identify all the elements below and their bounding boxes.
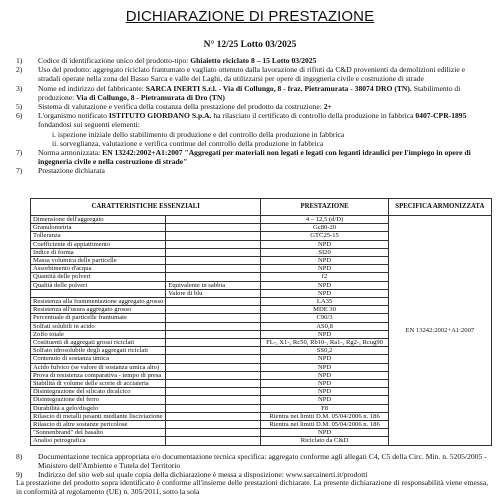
performance-cell: NPD bbox=[261, 355, 388, 363]
characteristic-cell: Tolleranza bbox=[31, 232, 166, 240]
sub-characteristic-cell bbox=[166, 298, 261, 306]
list-item bbox=[16, 111, 488, 148]
sub-characteristic-cell bbox=[166, 248, 261, 256]
performance-cell: NPD bbox=[261, 429, 388, 437]
sub-characteristic-cell bbox=[166, 363, 261, 371]
sub-characteristic-cell bbox=[166, 339, 261, 347]
item-text bbox=[38, 56, 488, 65]
characteristic-cell: Coefficiente di appiattimento bbox=[31, 240, 166, 248]
performance-cell: MDE 30 bbox=[261, 306, 388, 314]
sub-characteristic-cell bbox=[166, 240, 261, 248]
column-header-characteristics: CARATTERISTICHE ESSENZIALI bbox=[31, 199, 261, 216]
characteristic-cell: Resistenza all'usura aggregato grosso bbox=[31, 306, 166, 314]
sub-item: i. ispezione iniziale dello stabilimento di produzione e del controllo della produzione in fabbrica bbox=[52, 129, 345, 139]
performance-cell: 4 – 12,5 (d/D) bbox=[261, 216, 388, 224]
item-text-bold: 2+ bbox=[323, 102, 332, 112]
performance-cell: LA35 bbox=[261, 298, 388, 306]
item-text bbox=[38, 102, 488, 111]
sub-characteristic-cell bbox=[166, 412, 261, 420]
sub-characteristic-cell bbox=[166, 388, 261, 396]
table-row bbox=[31, 216, 492, 224]
sub-characteristic-cell bbox=[166, 371, 261, 379]
sub-characteristic-cell bbox=[166, 437, 261, 445]
item-number: 8) bbox=[16, 452, 23, 461]
item-text-bold: Via di Collungo, 8 - Pietramurata di Dro (TN) bbox=[76, 92, 225, 102]
characteristic-cell: Durabilità a gelo/disgelo bbox=[31, 404, 166, 412]
performance-cell: NPD bbox=[261, 371, 388, 379]
characteristic-cell: Indice di forma bbox=[31, 248, 166, 256]
characteristic-cell: Rilascio di altre sostanze pericolose bbox=[31, 421, 166, 429]
characteristic-cell: Contenuto di sostanza umica bbox=[31, 355, 166, 363]
item-text-part: Codice di identificazione unico del prodotto-tipo: bbox=[38, 56, 191, 65]
sub-characteristic-cell bbox=[166, 232, 261, 240]
characteristic-cell: Costituenti di aggregati grossi riciclati bbox=[31, 339, 166, 347]
declaration-items bbox=[16, 56, 488, 176]
item-text-bold: SARCA INERTI S.r.l. - Via di Collungo, 8 - fraz. Pietramurata - 38074 DRO (TN). bbox=[145, 83, 412, 93]
item-number: 3) bbox=[16, 83, 23, 93]
performance-cell: SS0,2 bbox=[261, 347, 388, 355]
item-text-bold: 0407-CPR-1895 bbox=[415, 111, 467, 121]
footer-items bbox=[16, 452, 488, 480]
performance-cell: NPD bbox=[261, 265, 388, 273]
characteristic-cell: Granulometria bbox=[31, 224, 166, 232]
sub-characteristic-cell bbox=[166, 380, 261, 388]
item-text bbox=[38, 111, 488, 148]
performance-cell: Riciclato da C&D bbox=[261, 437, 388, 445]
item-text bbox=[38, 84, 488, 102]
characteristic-cell: Disintegrazione del silicato dicalcico bbox=[31, 388, 166, 396]
performance-cell: Gc80-20 bbox=[261, 224, 388, 232]
declaration-number: N° 12/25 Lotto 03/2025 bbox=[203, 40, 297, 50]
characteristic-cell bbox=[31, 289, 166, 297]
item-text-bold: EN 13242:2002+A1:2007 "Aggregati per materiali non legati e legati con leganti idraulici per l'impiego in opere di ingegneria civile e nella costruzione di strade" bbox=[38, 148, 471, 167]
list-item bbox=[16, 148, 488, 166]
list-item bbox=[16, 65, 488, 83]
characteristic-cell: Solfati solubili in acido bbox=[31, 322, 166, 330]
characteristic-cell: Resistenza alla frammentazione aggregato grosso bbox=[31, 298, 166, 306]
item-number: 6) bbox=[16, 111, 23, 121]
characteristic-cell: Quantità delle polveri bbox=[31, 273, 166, 281]
spec-cell: EN 13242:2002+A1:2007 bbox=[388, 216, 491, 446]
performance-cell: NPD bbox=[261, 380, 388, 388]
sub-characteristic-cell bbox=[166, 355, 261, 363]
sub-characteristic-cell: Valore di blu bbox=[166, 289, 261, 297]
item-number: 5) bbox=[16, 102, 23, 112]
table-body bbox=[31, 216, 492, 446]
sub-characteristic-cell bbox=[166, 265, 261, 273]
characteristic-cell: Assorbimento d'acqua bbox=[31, 265, 166, 273]
sub-characteristic-cell: Equivalente in sabbia bbox=[166, 281, 261, 289]
sub-characteristic-cell bbox=[166, 347, 261, 355]
performance-cell: FL-, X1-, Rc50, Rb10-, Ra1-, Rg2-, Rcug90 bbox=[261, 339, 388, 347]
list-item bbox=[16, 84, 488, 102]
characteristic-cell: Percentuale di particelle frantumate bbox=[31, 314, 166, 322]
list-item bbox=[16, 56, 488, 65]
performance-cell: NPD bbox=[261, 289, 388, 297]
item-number: 1) bbox=[16, 56, 23, 65]
performance-cell: NPD bbox=[261, 257, 388, 265]
characteristic-cell: Dimensione dell'aggregato bbox=[31, 216, 166, 224]
item-text-part: Stabilimento di produzione: bbox=[38, 83, 461, 102]
performance-cell: SI20 bbox=[261, 248, 388, 256]
performance-cell: NPD bbox=[261, 330, 388, 338]
item-text: Uso del prodotto: aggregato riciclato frantumato e vagliato ottenuto dalla lavorazione di rifiuti da C&D provenienti da demolizioni edilizie e stradali operate nella zona del Basso Sarca e valle dei Laghi, da utilizzarsi per opere di ingegneria civile e costruzione di strade bbox=[38, 65, 466, 84]
characteristic-cell: Acido fulvico (se valore di sostanza umica alto) bbox=[31, 363, 166, 371]
characteristic-cell: Qualità delle polveri bbox=[31, 281, 166, 289]
characteristic-cell: Analisi petrografica bbox=[31, 437, 166, 445]
performance-table bbox=[30, 198, 492, 446]
item-text bbox=[38, 148, 488, 166]
performance-cell: AS0,8 bbox=[261, 322, 388, 330]
item-number: 7) bbox=[16, 148, 23, 158]
sub-characteristic-cell bbox=[166, 396, 261, 404]
sub-characteristic-cell bbox=[166, 257, 261, 265]
characteristic-cell: Prova di resistenza comparativa - tempo di presa bbox=[31, 371, 166, 379]
characteristic-cell: Stabilità di volume delle scorie di acciaieria bbox=[31, 380, 166, 388]
performance-cell: NPD bbox=[261, 388, 388, 396]
column-header-performance: PRESTAZIONE bbox=[261, 199, 388, 216]
item-text-part: Norma armonizzata: bbox=[38, 148, 103, 158]
sub-characteristic-cell bbox=[166, 314, 261, 322]
performance-cell: Rientra nei limiti D.M. 05/04/2006 n. 186 bbox=[261, 421, 388, 429]
item-number: 2) bbox=[16, 65, 23, 75]
sub-characteristic-cell bbox=[166, 216, 261, 224]
item-text-bold: Ghiaietto riciclato 8 – 15 Lotto 03/2025 bbox=[190, 56, 317, 65]
item-text-part: ha rilasciato il certificato di controllo della produzione in fabbrica bbox=[211, 111, 416, 121]
item-text-bold: ISTITUTO GIORDANO S.p.A. bbox=[108, 111, 212, 121]
closing-paragraph: La prestazione del prodotto sopra identificato è conforme all'insieme delle prestazioni dichiarate. La presente dichiarazione di responsabilità viene emessa, in conformità al regolamento (UE) n. 305/2011, sotto la sola bbox=[16, 478, 488, 497]
characteristic-cell: "Sonnenbrand" del basalto bbox=[31, 429, 166, 437]
performance-cell: NPD bbox=[261, 240, 388, 248]
item-text: Prestazione dichiarata bbox=[38, 166, 105, 176]
column-header-spec: SPECIFICA ARMONIZZATA bbox=[388, 199, 491, 216]
performance-cell: C90/3 bbox=[261, 314, 388, 322]
sub-characteristic-cell bbox=[166, 322, 261, 330]
performance-cell: NPD bbox=[261, 281, 388, 289]
performance-cell: f2 bbox=[261, 273, 388, 281]
sub-characteristic-cell bbox=[166, 421, 261, 429]
item-number: 7) bbox=[16, 166, 23, 176]
sub-characteristic-cell bbox=[166, 224, 261, 232]
sub-item: ii. sorveglianza, valutazione e verifica continue del controllo della produzione in fabbrica bbox=[52, 138, 324, 148]
sub-characteristic-cell bbox=[166, 306, 261, 314]
item-text-part: L'organismo notificato bbox=[38, 111, 109, 121]
performance-cell: NPD bbox=[261, 363, 388, 371]
characteristic-cell: Solfato idrosolubile degli aggregati riciclati bbox=[31, 347, 166, 355]
item-text: Documentazione tecnica appropriata e/o documentazione tecnica specifica: aggregato conforme agli allegati C4, C5 della Circ. Min. n. 5205/2005 - Ministero dell'Ambiente e Tutela del Territorio bbox=[38, 452, 487, 471]
characteristic-cell: Zolfo totale bbox=[31, 330, 166, 338]
page-title: DICHIARAZIONE DI PRESTAZIONE bbox=[125, 8, 375, 25]
item-text: Indirizzo del sito web sul quale copia della dichiarazione è messa a disposizione: www.sarcainerti.it/prodotti bbox=[38, 470, 368, 480]
sub-characteristic-cell bbox=[166, 273, 261, 281]
characteristic-cell: Rilascio di metalli pesanti mediante lisciviazione bbox=[31, 412, 166, 420]
item-text-part: Nome ed indirizzo del fabbricante: bbox=[38, 83, 146, 93]
performance-cell: Rientra nei limiti D.M. 05/04/2006 n. 186 bbox=[261, 412, 388, 420]
item-number: 9) bbox=[16, 470, 23, 480]
sub-characteristic-cell bbox=[166, 429, 261, 437]
sub-characteristic-cell bbox=[166, 404, 261, 412]
characteristic-cell: Disintegrazione del ferro bbox=[31, 396, 166, 404]
sub-characteristic-cell bbox=[166, 330, 261, 338]
performance-cell: F8 bbox=[261, 404, 388, 412]
performance-cell: GTC25-15 bbox=[261, 232, 388, 240]
table-header-row bbox=[31, 199, 492, 216]
list-item bbox=[16, 166, 488, 175]
item-text-part: Sistema di valutazione e verifica della costanza della prestazione del prodotto da costruzione: bbox=[38, 102, 324, 112]
list-item bbox=[16, 452, 488, 470]
list-item bbox=[16, 102, 488, 111]
performance-cell: NPD bbox=[261, 396, 388, 404]
characteristic-cell: Massa volumica delle particelle bbox=[31, 257, 166, 265]
item-text-part: fondandosi sui seguenti elementi: bbox=[38, 120, 140, 130]
